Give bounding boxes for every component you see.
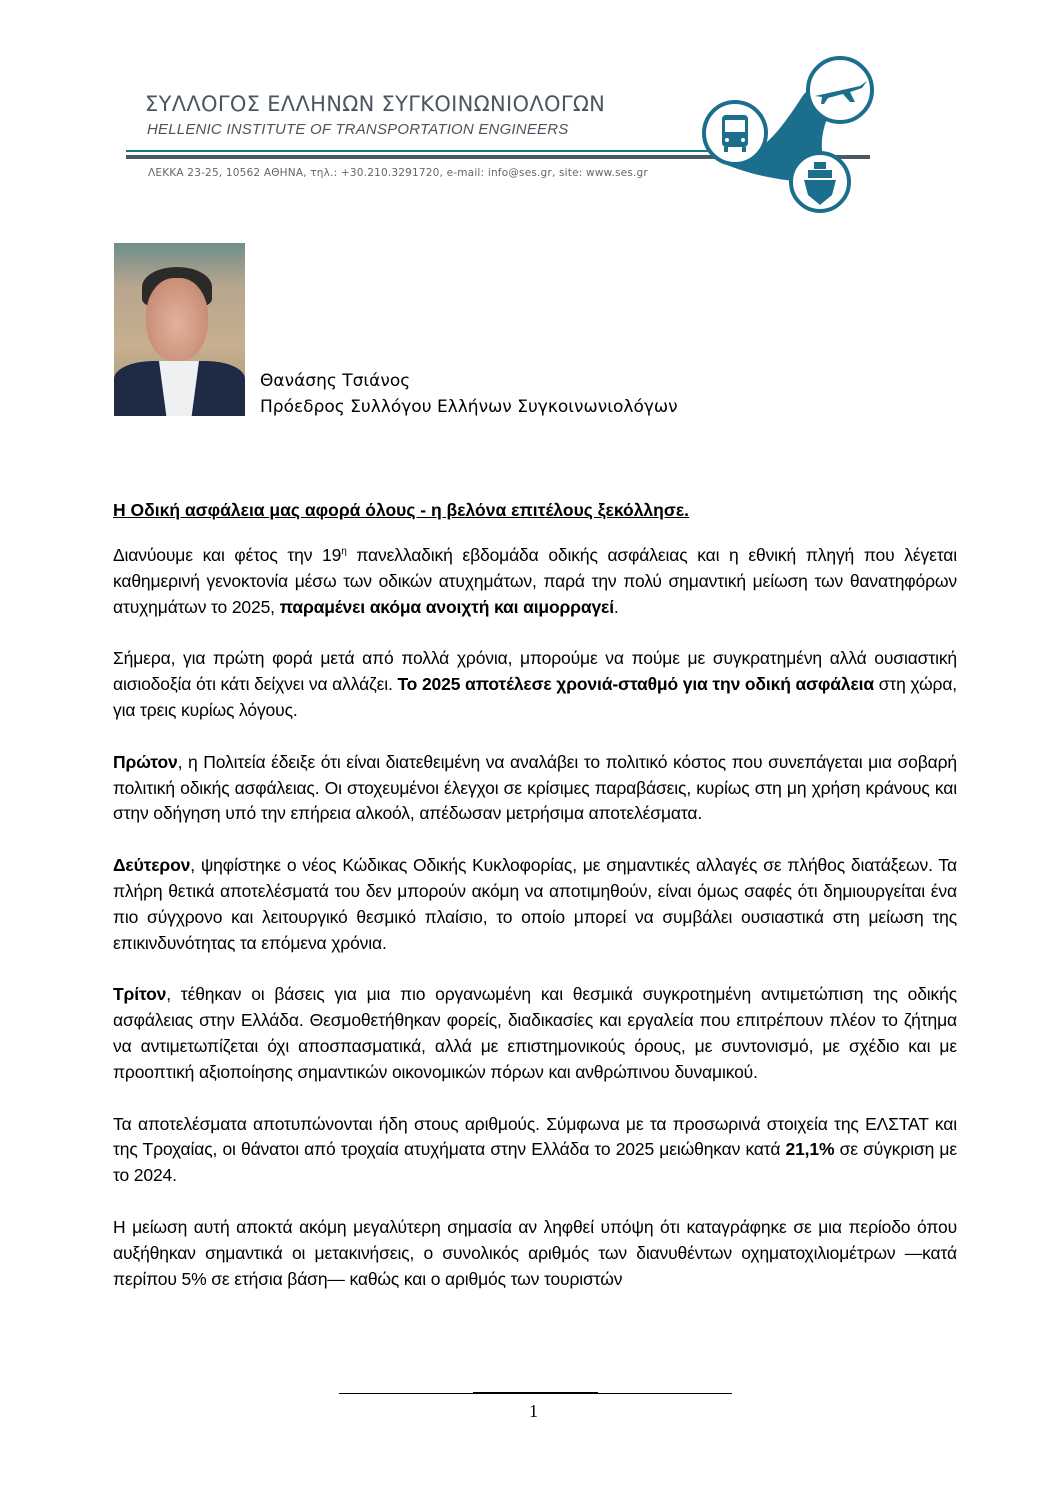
paragraph-4: Δεύτερον, ψηφίστηκε ο νέος Κώδικας Οδικής Κυκλοφορίας, με σημαντικές αλλαγές σε πλήθος διατάξεων. Τα πλήρη θετικά αποτελέσματά του δεν μπορούν ακόμη να αποτιμηθούν, είναι όμως σαφές ότι δημιουργείται ένα πιο σύγχρονο και λειτουργικό θεσμικό πλαίσιο, το οποίο μπορεί να συμβάλει ουσιαστικά στη μείωση της επικινδυνότητας τα επόμενα χρόνια. xyxy=(113,855,957,953)
airplane-icon xyxy=(808,58,872,122)
article-title: Η Οδική ασφάλεια μας αφορά όλους - η βελόνα επιτέλους ξεκόλλησε. xyxy=(113,500,689,520)
article-body xyxy=(113,497,957,1318)
header-rule-teal xyxy=(126,150,731,152)
author-photo xyxy=(114,243,245,416)
bus-icon xyxy=(704,102,766,164)
author-role: Πρόεδρος Συλλόγου Ελλήνων Συγκοινωνιολόγων xyxy=(260,397,678,417)
ship-icon xyxy=(791,153,849,211)
paragraph-6: Τα αποτελέσματα αποτυπώνονται ήδη στους αριθμούς. Σύμφωνα με τα προσωρινά στοιχεία της ΕΛΣΤΑΤ και της Τροχαίας, οι θάνατοι από τροχαία ατυχήματα στην Ελλάδα το 2025 μειώθηκαν κατά 21,1% σε σύγκριση με το 2024. xyxy=(113,1113,957,1186)
footer-rule-accent xyxy=(473,1392,598,1394)
contact-line: ΛΕΚΚΑ 23-25, 10562 ΑΘΗΝΑ, τηλ.: +30.210.3291720, e-mail: info@ses.gr, site: www.ses.gr xyxy=(148,167,648,179)
org-logo xyxy=(700,50,890,215)
paragraph-1: Διανύουμε και φέτος την $19^\eta$ πανελλαδική εβδομάδα οδικής ασφάλειας και η εθνική πληγή που λέγεται καθημερινή γενοκτονία μέσω των οδικών ατυχημάτων, παρά την πολύ σημαντική μείωση των θανατηφόρων ατυχημάτων το 2025, παραμένει ακόμα ανοιχτή και αιμορραγεί. xyxy=(113,545,957,617)
paragraph-7: Η μείωση αυτή αποκτά ακόμη μεγαλύτερη σημασία αν ληφθεί υπόψη ότι καταγράφηκε σε μια περίοδο όπου αυξήθηκαν σημαντικά οι μετακινήσεις, ο συνολικός αριθμός των διανυθέντων οχηματοχιλιομέτρων —κατά περίπου 5% σε ετήσια βάση— καθώς και ο αριθμός των τουριστών xyxy=(113,1216,957,1289)
author-name: Θανάσης Τσιάνος xyxy=(260,371,411,391)
page-number: 1 xyxy=(529,1401,538,1421)
paragraph-5: Τρίτον, τέθηκαν οι βάσεις για μια πιο οργανωμένη και θεσμικά συγκροτημένη αντιμετώπιση της οδικής ασφάλειας στην Ελλάδα. Θεσμοθετήθηκαν φορείς, διαδικασίες και εργαλεία που επιτρέπουν πλέον το ζήτημα να αντιμετωπίζεται όχι αποσπασματικά, αλλά με επιστημονικούς όρους, με συντονισμό, με σχέδιο και με προοπτική αξιοποίησης σημαντικών οικονομικών πόρων και ανθρώπινου δυναμικού. xyxy=(113,984,957,1082)
paragraph-3: Πρώτον, η Πολιτεία έδειξε ότι είναι διατεθειμένη να αναλάβει το πολιτικό κόστος που συνεπάγεται μια σοβαρή πολιτική οδικής ασφάλειας. Οι στοχευμένοι έλεγχοι σε κρίσιμες παραβάσεις, κυρίως στη μη χρήση κράνους και στην οδήγηση υπό την επήρεια αλκοόλ, απέδωσαν μετρήσιμα αποτελέσματα. xyxy=(113,751,957,824)
org-name-greek: ΣΥΛΛΟΓΟΣ ΕΛΛΗΝΩΝ ΣΥΓΚΟΙΝΩΝΙΟΛΟΓΩΝ xyxy=(145,92,606,116)
paragraph-2: Σήμερα, για πρώτη φορά μετά από πολλά χρόνια, μπορούμε να πούμε με συγκρατημένη αλλά ουσιαστική αισιοδοξία ότι κάτι δείχνει να αλλάζει. Το 2025 αποτέλεσε χρονιά-σταθμό για την οδική ασφάλεια στη χώρα, για τρεις κυρίως λόγους. xyxy=(113,648,957,720)
org-name-english: HELLENIC INSTITUTE OF TRANSPORTATION ENGINEERS xyxy=(147,121,569,138)
